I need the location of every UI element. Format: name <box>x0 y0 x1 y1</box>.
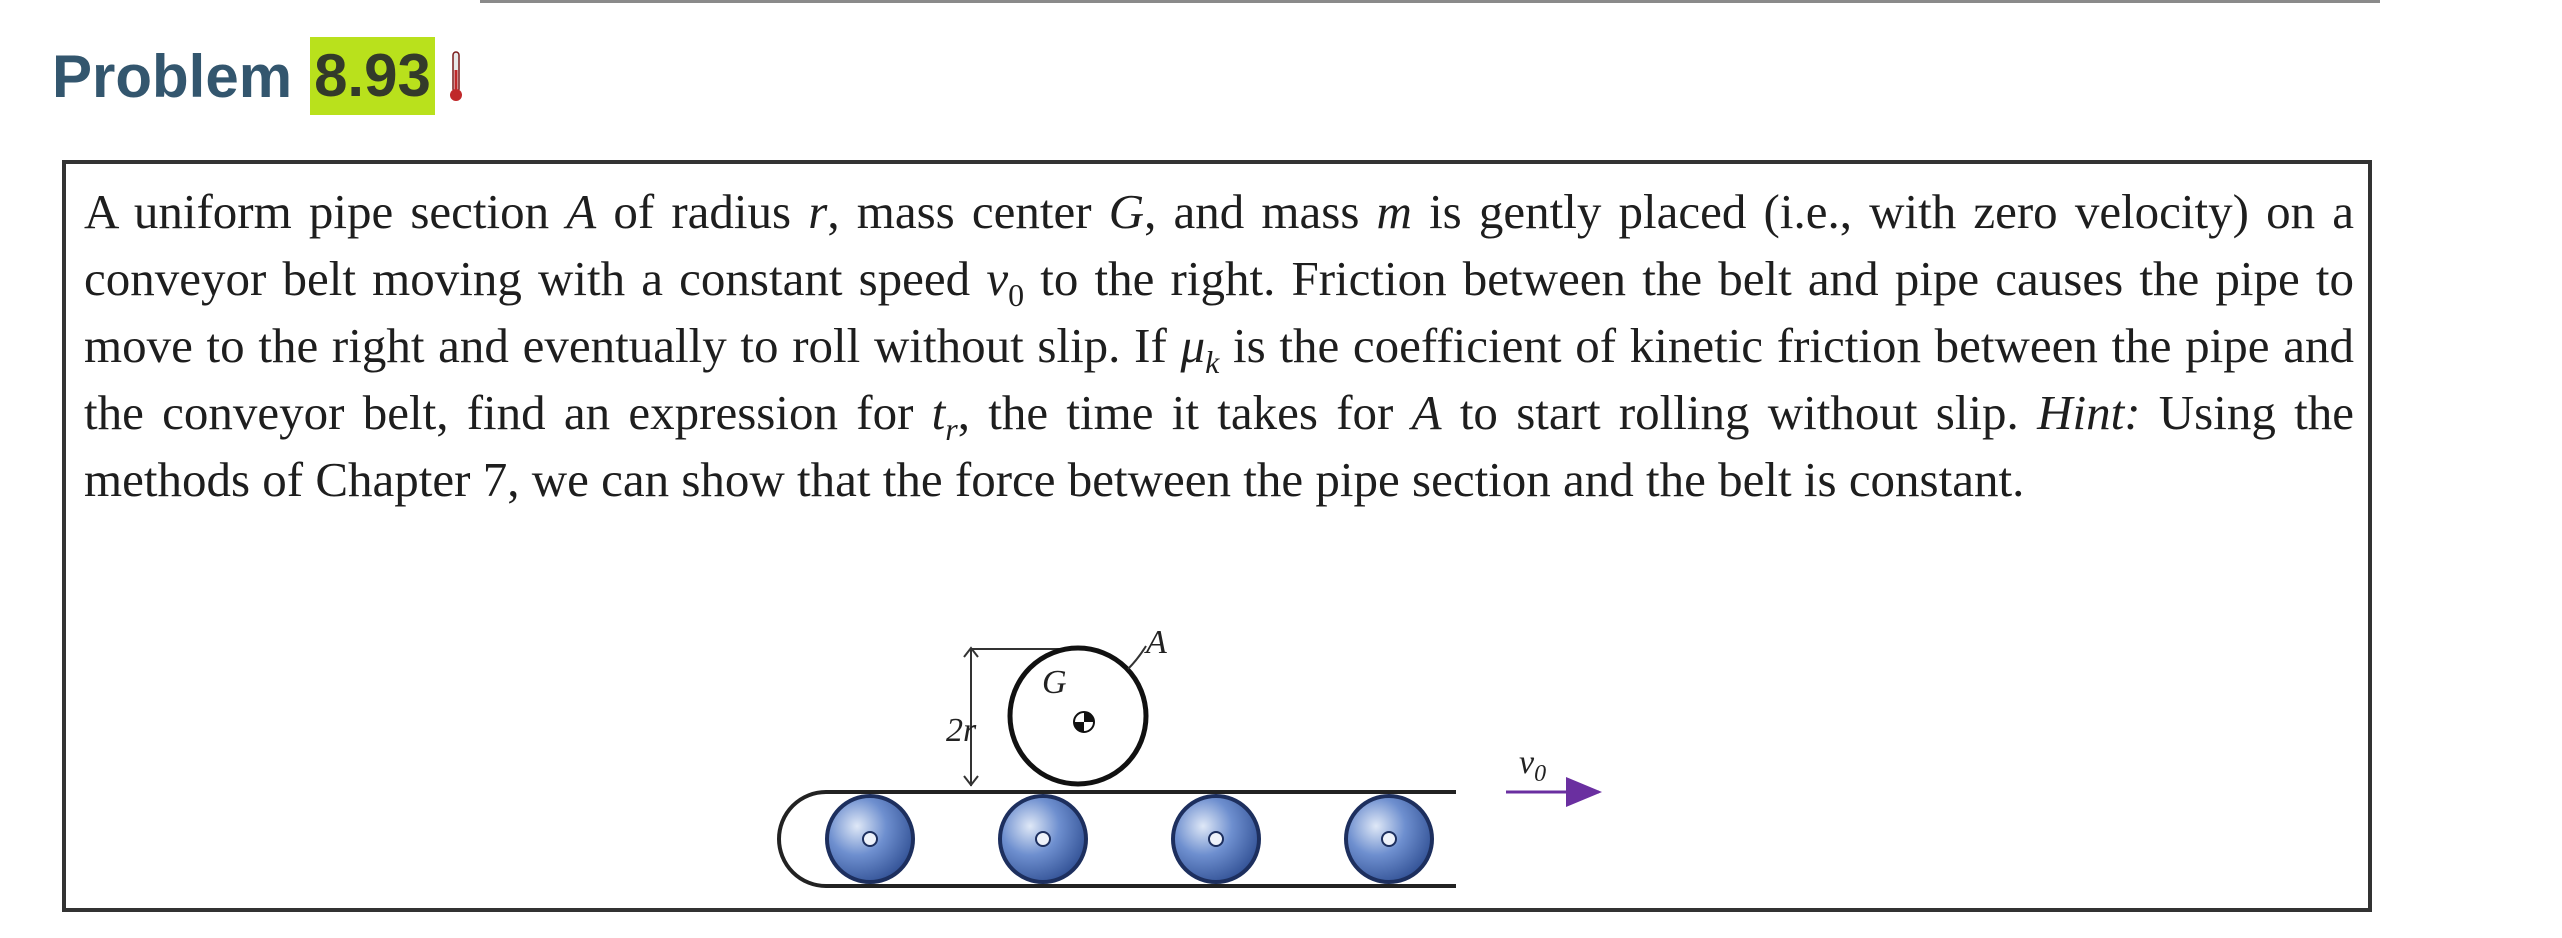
label-a: A <box>1146 624 1167 661</box>
thermometer-icon <box>447 48 465 104</box>
roller-1 <box>827 796 913 882</box>
problem-label: Problem <box>52 42 293 110</box>
top-rule <box>480 0 2380 3</box>
label-2r: 2r <box>946 712 977 749</box>
label-g: G <box>1042 664 1067 701</box>
problem-box <box>62 160 2372 912</box>
roller-2 <box>1000 796 1086 882</box>
label-v0: $v_0$ <box>1519 744 1547 787</box>
conveyor-diagram <box>66 164 2376 916</box>
conveyor-figure <box>66 164 2376 916</box>
label-a-leader <box>1128 646 1146 669</box>
roller-4 <box>1346 796 1432 882</box>
problem-header <box>52 36 465 116</box>
problem-number: 8.93 <box>310 37 435 115</box>
roller-3 <box>1173 796 1259 882</box>
mass-center-symbol <box>1074 712 1094 732</box>
problem-statement: A uniform pipe section A of radius r, mass center G, and mass m is gently placed (i.e., with zero velocity) on a conveyor belt moving with a constant speed $v_0$ to the right. Friction between the belt and pipe causes the pipe to move to the right and eventually to roll without slip. If $\mu_k$ is the coefficient of kinetic friction between the pipe and the conveyor belt, find an expression for $t_r$, the time it takes for A to start rolling without slip. Hint: Using the methods of Chapter 7, we can show that the force between the pipe section and the belt is constant. <box>84 184 2355 507</box>
